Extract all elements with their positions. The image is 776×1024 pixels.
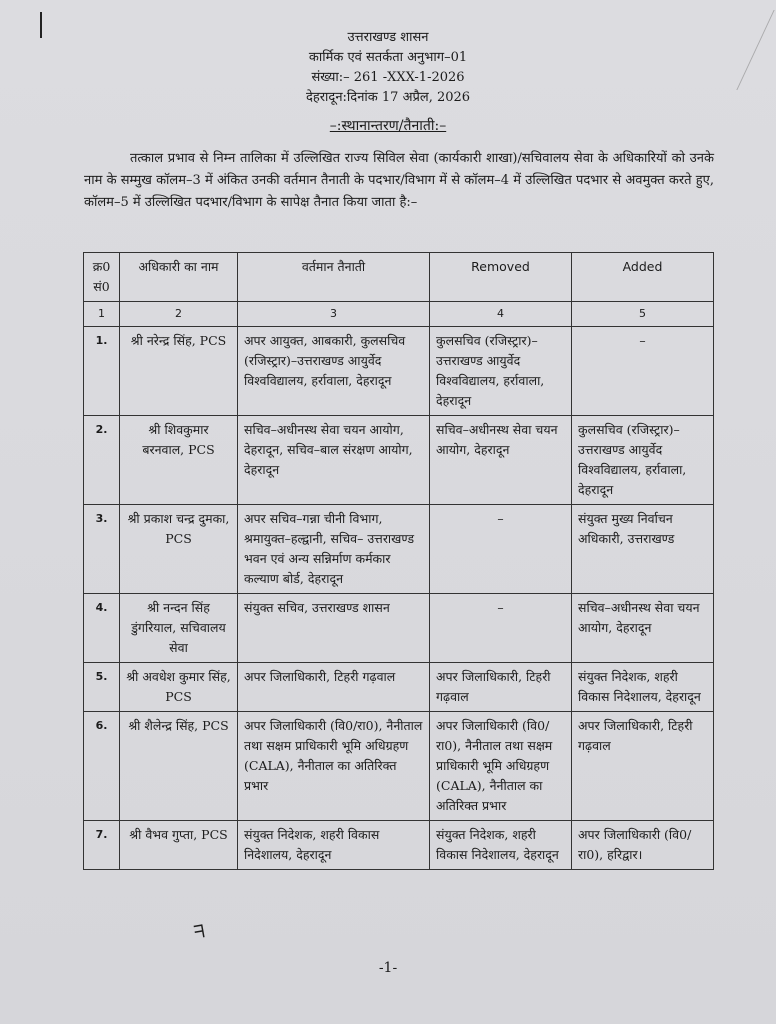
header-number: संख्या:– 261 -XXX-1-2026 xyxy=(311,70,465,85)
row-current-posting: संयुक्त सचिव, उत्तराखण्ड शासन xyxy=(238,594,430,663)
row-officer-name: श्री नरेन्द्र सिंह, PCS xyxy=(120,327,238,416)
intro-paragraph: तत्काल प्रभाव से निम्न तालिका में उल्लिखित राज्य सिविल सेवा (कार्यकारी शाखा)/सचिवालय सेवा के अधिकारियों को उनके नाम के सम्मुख कॉलम–3 में अंकित उनकी वर्तमान तैनाती के पदभार/विभाग में से कॉलम–4 में उल्लिखित पदभार से अवमुक्त करते हुए, कॉलम–5 में उल्लिखित पदभार/विभाग के सापेक्ष तैनात किया जाता है:– xyxy=(84,151,714,210)
row-sn: 4. xyxy=(84,594,120,663)
table-row xyxy=(84,821,714,870)
row-officer-name: श्री वैभव गुप्ता, PCS xyxy=(120,821,238,870)
table-row xyxy=(84,416,714,505)
row-sn: 1. xyxy=(84,327,120,416)
row-sn: 5. xyxy=(84,663,120,712)
row-current-posting: संयुक्त निदेशक, शहरी विकास निदेशालय, देहरादून xyxy=(238,821,430,870)
table-row xyxy=(84,505,714,594)
row-added: – xyxy=(572,327,714,416)
row-removed: अपर जिलाधिकारी (वि0/रा0), नैनीताल तथा सक्षम प्राधिकारी भूमि अधिग्रहण (CALA), नैनीताल का अतिरिक्त प्रभार xyxy=(430,712,572,821)
row-sn: 3. xyxy=(84,505,120,594)
header-current: वर्तमान तैनाती xyxy=(238,253,430,302)
row-added: संयुक्त मुख्य निर्वाचन अधिकारी, उत्तराखण्ड xyxy=(572,505,714,594)
row-current-posting: अपर सचिव–गन्ना चीनी विभाग, श्रमायुक्त–हल्द्वानी, सचिव– उत्तराखण्ड भवन एवं अन्य सन्निर्माण कर्मकार कल्याण बोर्ड, देहरादून xyxy=(238,505,430,594)
row-added: अपर जिलाधिकारी (वि0/रा0), हरिद्वार। xyxy=(572,821,714,870)
row-removed: – xyxy=(430,505,572,594)
row-officer-name: श्री शैलेन्द्र सिंह, PCS xyxy=(120,712,238,821)
colnum-4: 4 xyxy=(430,302,572,327)
row-removed: अपर जिलाधिकारी, टिहरी गढ़वाल xyxy=(430,663,572,712)
row-sn: 2. xyxy=(84,416,120,505)
transfer-table xyxy=(83,252,714,870)
row-removed: सचिव–अधीनस्थ सेवा चयन आयोग, देहरादून xyxy=(430,416,572,505)
row-removed: – xyxy=(430,594,572,663)
row-removed: कुलसचिव (रजिस्ट्रार)– उत्तराखण्ड आयुर्वेद विश्वविद्यालय, हर्रावाला, देहरादून xyxy=(430,327,572,416)
initial-mark: ᖷ xyxy=(192,921,207,944)
row-added: कुलसचिव (रजिस्ट्रार)– उत्तराखण्ड आयुर्वेद विश्वविद्यालय, हर्रावाला, देहरादून xyxy=(572,416,714,505)
row-current-posting: सचिव–अधीनस्थ सेवा चयन आयोग, देहरादून, सचिव–बाल संरक्षण आयोग, देहरादून xyxy=(238,416,430,505)
row-added: संयुक्त निदेशक, शहरी विकास निदेशालय, देहरादून xyxy=(572,663,714,712)
column-number-row xyxy=(84,302,714,327)
row-sn: 6. xyxy=(84,712,120,821)
row-current-posting: अपर आयुक्त, आबकारी, कुलसचिव (रजिस्ट्रार)–उत्तराखण्ड आयुर्वेद विश्वविद्यालय, हर्रावाला, देहरादून xyxy=(238,327,430,416)
header-date: देहरादून:दिनांक 17 अप्रैल, 2026 xyxy=(305,90,471,105)
row-officer-name: श्री प्रकाश चन्द्र दुमका, PCS xyxy=(120,505,238,594)
row-officer-name: श्री नन्दन सिंह डुंगरियाल, सचिवालय सेवा xyxy=(120,594,238,663)
header-added: Added xyxy=(572,253,714,302)
header-department: कार्मिक एवं सतर्कता अनुभाग–01 xyxy=(308,50,468,65)
row-current-posting: अपर जिलाधिकारी (वि0/रा0), नैनीताल तथा सक्षम प्राधिकारी भूमि अधिग्रहण (CALA), नैनीताल का अतिरिक्त प्रभार xyxy=(238,712,430,821)
row-current-posting: अपर जिलाधिकारी, टिहरी गढ़वाल xyxy=(238,663,430,712)
row-removed: संयुक्त निदेशक, शहरी विकास निदेशालय, देहरादून xyxy=(430,821,572,870)
header-subject: –:स्थानान्तरण/तैनाती:– xyxy=(329,118,447,134)
row-added: अपर जिलाधिकारी, टिहरी गढ़वाल xyxy=(572,712,714,821)
table-header-row xyxy=(84,253,714,302)
row-added: सचिव–अधीनस्थ सेवा चयन आयोग, देहरादून xyxy=(572,594,714,663)
header-sn: क्र0 सं0 xyxy=(84,253,120,302)
row-officer-name: श्री शिवकुमार बरनवाल, PCS xyxy=(120,416,238,505)
colnum-1: 1 xyxy=(84,302,120,327)
row-sn: 7. xyxy=(84,821,120,870)
colnum-5: 5 xyxy=(572,302,714,327)
header-removed: Removed xyxy=(430,253,572,302)
colnum-2: 2 xyxy=(120,302,238,327)
table-row xyxy=(84,327,714,416)
page-number: -1- xyxy=(378,960,398,976)
table-row xyxy=(84,663,714,712)
table-row xyxy=(84,712,714,821)
colnum-3: 3 xyxy=(238,302,430,327)
header-name: अधिकारी का नाम xyxy=(120,253,238,302)
header-govt: उत्तराखण्ड शासन xyxy=(347,30,429,45)
row-officer-name: श्री अवधेश कुमार सिंह, PCS xyxy=(120,663,238,712)
table-row xyxy=(84,594,714,663)
